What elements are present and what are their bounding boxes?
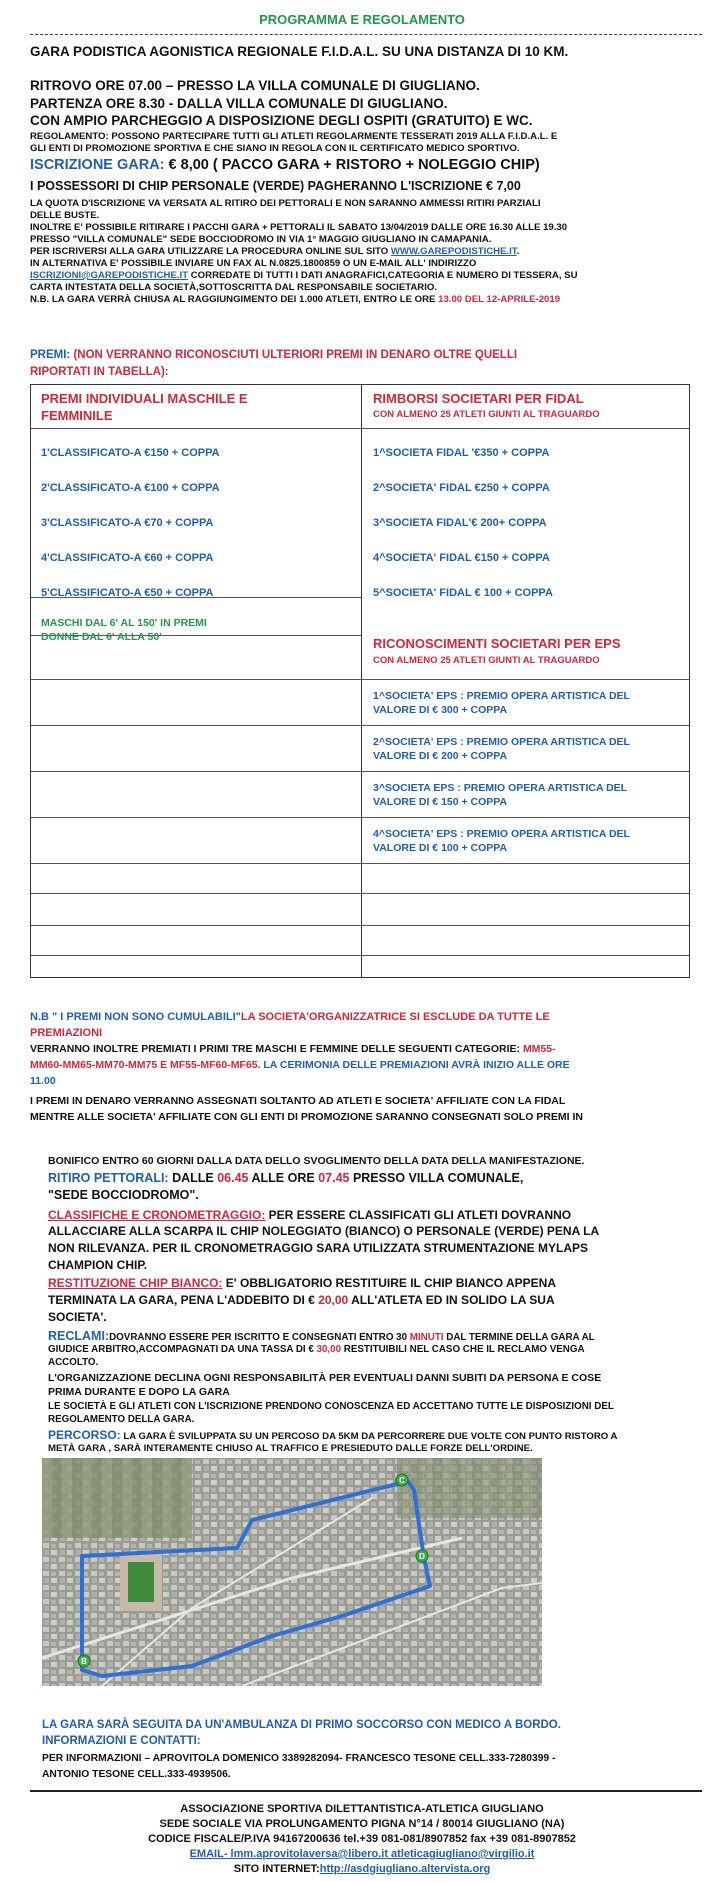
eps-prize-4-line-1: 4^SOCIETA' EPS : PREMIO OPERA ARTISTICA DEL	[373, 828, 630, 840]
nb-quote: " I PREMI NON SONO CUMULABILI"	[48, 1011, 241, 1023]
nb-red-text-2: PREMIAZIONI	[30, 1027, 103, 1039]
garepodistiche-link[interactable]: WWW.GAREPODISTICHE.IT	[390, 246, 517, 257]
chip-personale-line: I POSSESSORI DI CHIP PERSONALE (VERDE) PAGHERANNO L'ISCRIZIONE € 7,00	[30, 179, 521, 193]
eps-prize-1	[373, 689, 630, 717]
reclami-line-1	[48, 1329, 595, 1343]
table-row-line	[31, 725, 689, 726]
nb-chiusa-deadline: 13.00 DEL 12-APRILE-2019	[438, 294, 561, 305]
ritiro-time-start: 06.45	[217, 1171, 249, 1185]
iscrizione-label: ISCRIZIONE GARA:	[30, 157, 165, 173]
ritiro-t3: PRESSO VILLA COMUNALE,	[349, 1171, 524, 1185]
contatti-line-1: PER INFORMAZIONI – APROVITOLA DOMENICO 3389282094- FRANCESCO TESONE CELL.333-7280399 -	[42, 1753, 556, 1764]
table-row-line	[31, 679, 689, 680]
table-row-line	[31, 817, 689, 818]
reclami-label: RECLAMI:	[48, 1329, 110, 1343]
informazioni-header: INFORMAZIONI E CONTATTI:	[42, 1735, 201, 1747]
prize-table	[30, 384, 690, 978]
responsabilita-line-1: L'ORGANIZZAZIONE DECLINA OGNI RESPONSABILITÀ PER EVENTUALI DANNI SUBITI DA PERSONA E COSE	[48, 1372, 602, 1384]
reclami-line-3: ACCOLTO.	[48, 1357, 99, 1368]
eps-header: RICONOSCIMENTI SOCIETARI PER EPS	[373, 636, 621, 651]
ritiro-line	[48, 1170, 523, 1186]
page-title: PROGRAMMA E REGOLAMENTO	[259, 12, 465, 27]
footer-sede: SEDE SOCIALE VIA PROLUNGAMENTO PIGNA N°14 / 80014 GIUGLIANO (NA)	[159, 1818, 565, 1830]
ritiro-time-end: 07.45	[318, 1171, 350, 1185]
footer-email-links[interactable]: lmm.aprovitolaversa@libero.it atleticagiugliano@virgilio.it	[227, 1848, 535, 1860]
categorie-cat1: MM55-	[522, 1043, 556, 1055]
footer-sito-label: SITO INTERNET:	[233, 1863, 320, 1875]
individual-prize-2: 2'CLASSIFICATO-A €100 + COPPA	[41, 482, 220, 494]
nb-chiusa-line	[30, 294, 560, 306]
map-marker-b	[78, 1655, 90, 1667]
eps-prize-3	[373, 781, 627, 809]
route-map-svg	[42, 1458, 542, 1686]
iscrizione-line	[30, 157, 540, 173]
bonifico-line: BONIFICO ENTRO 60 GIORNI DALLA DATA DELLO SVOGLIMENTO DELLA DATA DELLA MANIFESTAZIONE.	[48, 1155, 585, 1167]
eps-prize-4	[373, 827, 630, 855]
ritrovo-line: RITROVO ORE 07.00 – PRESSO LA VILLA COMUNALE DI GIUGLIANO.	[30, 78, 480, 93]
footer-email-label: EMAIL-	[189, 1848, 228, 1860]
quota-line-2: DELLE BUSTE.	[30, 210, 100, 221]
table-row-line	[31, 428, 689, 429]
individual-prize-1: 1'CLASSIFICATO-A €150 + COPPA	[41, 447, 220, 459]
restituzione-line-2	[48, 1293, 555, 1307]
partenza-line: PARTENZA ORE 8.30 - DALLA VILLA COMUNALE DI GIUGLIANO.	[30, 96, 448, 111]
reclami-l2b: RESTITUIBILI NEL CASO CHE IL RECLAMO VENGA	[341, 1344, 585, 1355]
reclami-l1b: DAL TERMINE DELLA GARA AL	[443, 1332, 595, 1343]
marker-c-label: C	[399, 1476, 405, 1485]
quota-line-3: INOLTRE E' POSSIBILE RITIRARE I PACCHI GARA + PETTORALI IL SABATO 13/04/2019 DALLE ORE 16.30 ALLE 19.30	[30, 222, 568, 233]
iscrivere-line	[30, 246, 519, 258]
individual-prizes-header-line-2: FEMMINILE	[41, 408, 113, 423]
reclami-tassa: 30,00	[316, 1344, 342, 1355]
eps-prize-2	[373, 735, 630, 763]
footer-sito-link[interactable]: http://asdgiugliano.altervista.org	[319, 1863, 491, 1875]
contatti-line-2: ANTONIO TESONE CELL.333-4939506.	[42, 1769, 231, 1780]
title-divider	[30, 34, 702, 35]
percorso-label: PERCORSO:	[48, 1428, 121, 1442]
race-description: GARA PODISTICA AGONISTICA REGIONALE F.I.D.A.L. SU UNA DISTANZA DI 10 KM.	[30, 44, 569, 59]
eps-prize-2-line-1: 2^SOCIETA' EPS : PREMIO OPERA ARTISTICA DEL	[373, 736, 630, 748]
parcheggio-line: CON AMPIO PARCHEGGIO A DISPOSIZIONE DEGLI OSPITI (GRATUITO) E WC.	[30, 113, 533, 128]
categorie-cat2: MM60-MM65-MM70-MM75 E MF55-MF60-MF65.	[30, 1059, 261, 1071]
disposizioni-line-1: LE SOCIETÀ E GLI ATLETI CON L'ISCRIZIONE PRENDONO CONOSCENZA ED ACCETTANO TUTTE LE DISPOSIZIONI DEL	[48, 1401, 614, 1412]
eps-prize-3-line-1: 3^SOCIETA EPS : PREMIO OPERA ARTISTICA DEL	[373, 782, 628, 794]
individual-prizes-header-line-1: PREMI INDIVIDUALI MASCHILE E	[41, 391, 248, 406]
footer-sito	[0, 1862, 724, 1877]
iscrivere-end: .	[516, 246, 520, 257]
footer-codice-fiscale: CODICE FISCALE/P.IVA 94167200636 tel.+39 081-081/8907852 fax +39 081-8907852	[148, 1833, 576, 1845]
ambulanza-line: LA GARA SARÀ SEGUITA DA UN'AMBULANZA DI PRIMO SOCCORSO CON MEDICO A BORDO.	[42, 1719, 561, 1731]
eps-prize-2-line-2: VALORE DI € 200 + COPPA	[373, 750, 508, 762]
fidal-prize-5: 5^SOCIETA' FIDAL € 100 + COPPA	[373, 587, 553, 599]
fidal-subheader: CON ALMENO 25 ATLETI GIUNTI AL TRAGUARDO	[373, 409, 600, 420]
quota-line-1: LA QUOTA D'ISCRIZIONE VA VERSATA AL RITIRO DEI PETTORALI E NON SARANNO AMMESSI RITIRI PARZIALI	[30, 198, 541, 209]
footer-divider	[30, 1790, 702, 1792]
table-column-divider	[361, 385, 362, 977]
categorie-line-1	[30, 1042, 556, 1056]
responsabilita-line-2: PRIMA DURANTE E DOPO LA GARA	[48, 1386, 230, 1398]
map-fields	[42, 1458, 192, 1538]
ritiro-line-2: "SEDE BOCCIODROMO".	[48, 1188, 199, 1202]
classifiche-label: CLASSIFICHE E CRONOMETRAGGIO:	[48, 1208, 266, 1222]
fax-line: IN ALTERNATIVA E' POSSIBILE INVIARE UN FAX AL N.0825.1800859 O UN E-MAIL ALL' INDIRIZZO	[30, 258, 477, 269]
reclami-line-2	[48, 1344, 585, 1355]
map-marker-c	[396, 1474, 408, 1486]
disposizioni-line-2: REGOLAMENTO DELLA GARA.	[48, 1414, 195, 1425]
marker-b-label: B	[81, 1657, 87, 1666]
classifiche-l1: PER ESSERE CLASSIFICATI GLI ATLETI DOVRANNO	[265, 1208, 572, 1222]
categorie-text: VERRANNO INOLTRE PREMIATI I PRIMI TRE MASCHI E FEMMINE DELLE SEGUENTI CATEGORIE:	[30, 1043, 523, 1055]
premi-note-2: RIPORTATI IN TABELLA):	[30, 366, 169, 378]
eps-prize-1-line-1: 1^SOCIETA' EPS : PREMIO OPERA ARTISTICA DEL	[373, 690, 630, 702]
restituzione-label: RESTITUZIONE CHIP BIANCO:	[48, 1276, 223, 1290]
percorso-line-2: METÀ GARA , SARÀ INTERAMENTE CHIUSO AL TRAFFICO E PRESIEDUTO DALLE FORZE DELL'ORDINE.	[48, 1443, 533, 1454]
individual-prize-5: 5'CLASSIFICATO-A €50 + COPPA	[41, 587, 214, 599]
premi-denaro-line-2: MENTRE ALLE SOCIETA' AFFILIATE CON GLI ENTI DI PROMOZIONE SARANNO CONSEGNATI SOLO PREMI IN	[30, 1111, 583, 1123]
fidal-prize-2: 2^SOCIETA' FIDAL €250 + COPPA	[373, 482, 550, 494]
reclami-l1a: DOVRANNO ESSERE PER ISCRITTO E CONSEGNATI ENTRO 30	[109, 1332, 410, 1343]
footer-association: ASSOCIAZIONE SPORTIVA DILETTANTISTICA-ATLETICA GIUGLIANO	[180, 1803, 544, 1815]
classifiche-line-3: NON RILEVANZA. PER IL CRONOMETRAGGIO SARA UTILIZZATA STRUMENTAZIONE MYLAPS	[48, 1241, 588, 1255]
cerimonia-text: LA CERIMONIA DELLE PREMIAZIONI AVRÀ INIZIO ALLE ORE	[260, 1059, 570, 1071]
marker-d-label: D	[419, 1552, 425, 1561]
percorso-l1: LA GARA È SVILUPPATA SU UN PERCOSO DA 5KM DA PERCORRERE DUE VOLTE CON PUNTO RISTORO A	[120, 1431, 618, 1442]
regolamento-line-2: GLI ENTI DI PROMOZIONE SPORTIVA E CHE SIANO IN REGOLA CON IL CERTIFICATO MEDICO SPORTIVO.	[30, 143, 520, 154]
individual-prize-4: 4'CLASSIFICATO-A €60 + COPPA	[41, 552, 214, 564]
nb-red-text: LA SOCIETA'ORGANIZZATRICE SI ESCLUDE DA TUTTE LE	[240, 1011, 550, 1023]
nb-premi-line	[30, 1010, 550, 1024]
classifiche-line-4: CHAMPION CHIP.	[48, 1258, 148, 1272]
table-row-line	[31, 863, 689, 864]
iscrizione-price: € 8,00 ( PACCO GARA + RISTORO + NOLEGGIO CHIP)	[164, 157, 540, 173]
eps-prize-4-line-2: VALORE DI € 100 + COPPA	[373, 842, 508, 854]
carta-line: CARTA INTESTATA DELLA SOCIETÀ,SOTTOSCRITTA DAL RESPONSABILE SOCIETARIO.	[30, 282, 438, 293]
fidal-prize-4: 4^SOCIETA' FIDAL €150 + COPPA	[373, 552, 550, 564]
quota-line-4: PRESSO "VILLA COMUNALE" SEDE BOCCIODROMO IN VIA 1° MAGGIO GIUGLIANO IN CAMAPANIA.	[30, 234, 492, 245]
cerimonia-ora: 11.00	[30, 1075, 56, 1087]
restituzione-l2b: ALL'ATLETA ED IN SOLIDO LA SUA	[348, 1293, 555, 1307]
fidal-header: RIMBORSI SOCIETARI PER FIDAL	[373, 391, 584, 406]
iscrivere-text: PER ISCRIVERSI ALLA GARA UTILIZZARE LA PROCEDURA ONLINE SUL SITO	[30, 246, 391, 257]
individual-prize-3: 3'CLASSIFICATO-A €70 + COPPA	[41, 517, 214, 529]
restituzione-l2a: TERMINATA LA GARA, PENA L'ADDEBITO DI €	[48, 1293, 319, 1307]
restituzione-line-3: SOCIETA'.	[48, 1310, 107, 1324]
route-map	[42, 1458, 542, 1686]
reclami-minuti: MINUTI	[409, 1332, 444, 1343]
reclami-l2a: GIUDICE ARBITRO,ACCOMPAGNATI DA UNA TASSA DI €	[48, 1344, 317, 1355]
premi-note-1: (NON VERRANNO RICONOSCIUTI ULTERIORI PREMI IN DENARO OLTRE QUELLI	[70, 349, 518, 361]
restituzione-l1: E' OBBLIGATORIO RESTITUIRE IL CHIP BIANCO APPENA	[222, 1276, 557, 1290]
nb-chiusa-text: N.B. LA GARA VERRÀ CHIUSA AL RAGGIUNGIMENTO DEI 1.000 ATLETI, ENTRO LE ORE	[30, 294, 439, 305]
individual-prizes-header	[41, 390, 248, 424]
ritiro-label: RITIRO PETTORALI:	[48, 1171, 169, 1185]
classifiche-line-1	[48, 1207, 571, 1223]
categorie-line-2	[30, 1058, 570, 1072]
premi-label: PREMI:	[30, 349, 71, 361]
nb-label: N.B	[30, 1011, 49, 1023]
map-stadium-field	[128, 1562, 154, 1602]
iscrizioni-email-link[interactable]: ISCRIZIONI@GAREPODISTICHE.IT	[30, 270, 189, 281]
email-line	[30, 270, 578, 282]
fidal-prize-3: 3^SOCIETA FIDAL'€ 200+ COPPA	[373, 517, 547, 529]
classifiche-line-2: ALLACCIARE ALLA SCARPA IL CHIP NOLEGGIATO (BIANCO) O PERSONALE (VERDE) PENA LA	[48, 1224, 600, 1238]
premi-header	[30, 348, 517, 362]
premi-denaro-line-1: I PREMI IN DENARO VERRANNO ASSEGNATI SOLTANTO AD ATLETI E SOCIETA' AFFILIATE CON LA FIDAL	[30, 1095, 566, 1107]
table-row-line	[31, 925, 689, 926]
restituzione-amount: 20,00	[318, 1293, 349, 1307]
eps-prize-1-line-2: VALORE DI € 300 + COPPA	[373, 704, 508, 716]
table-row-line	[31, 893, 689, 894]
eps-prize-3-line-2: VALORE DI € 150 + COPPA	[373, 796, 508, 808]
donne-note: DONNE DAL 6' ALLA 50'	[41, 631, 162, 643]
table-row-line	[31, 955, 689, 956]
regolamento-line-1: REGOLAMENTO: POSSONO PARTECIPARE TUTTI GLI ATLETI REGOLARMENTE TESSERATI 2019 ALLA F.I.D.A.L. E	[30, 131, 558, 142]
ritiro-t1: DALLE	[168, 1171, 218, 1185]
fidal-prize-1: 1^SOCIETA FIDAL '€350 + COPPA	[373, 447, 550, 459]
maschi-note: MASCHI DAL 6' AL 150' IN PREMI	[41, 617, 207, 629]
map-marker-d	[416, 1550, 428, 1562]
email-line-text: CORREDATE DI TUTTI I DATI ANAGRAFICI,CATEGORIA E NUMERO DI TESSERA, SU	[188, 270, 578, 281]
table-row-line	[31, 771, 689, 772]
footer-email	[0, 1847, 724, 1862]
restituzione-line-1	[48, 1276, 556, 1290]
ritiro-t2: ALLE ORE	[248, 1171, 319, 1185]
percorso-line-1	[48, 1428, 617, 1442]
eps-subheader: CON ALMENO 25 ATLETI GIUNTI AL TRAGUARDO	[373, 655, 600, 666]
